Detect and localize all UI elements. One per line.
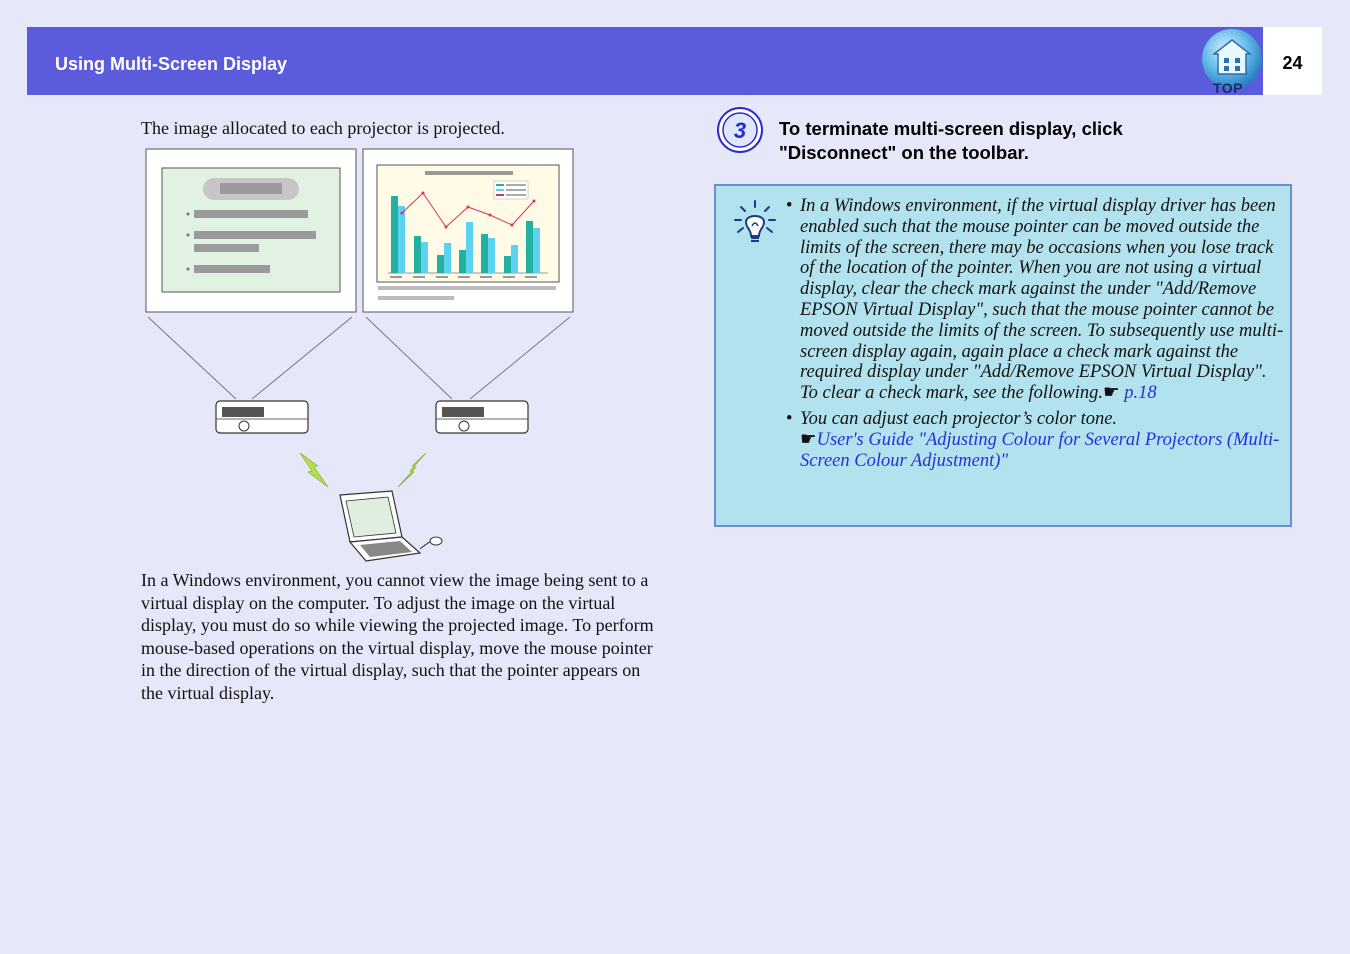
link-p18[interactable]: p.18 bbox=[1124, 383, 1157, 404]
top-label[interactable]: TOP bbox=[1213, 80, 1244, 96]
note-list bbox=[786, 196, 1286, 476]
link-users-guide[interactable]: User's Guide bbox=[816, 429, 914, 450]
projector-left-icon bbox=[216, 401, 308, 433]
step-3-icon bbox=[716, 106, 764, 154]
laptop-icon bbox=[340, 491, 442, 561]
page-header bbox=[27, 27, 1263, 95]
section-title: Using Multi-Screen Display bbox=[55, 54, 288, 74]
projector-right-icon bbox=[436, 401, 528, 433]
page-number: 24 bbox=[1282, 53, 1303, 73]
note-item-color-tone: • You can adjust each projector’s color tone. ☛User's Guide "Adjusting Colour for Several Projectors (Multi-Screen Colour Adjustment)" bbox=[786, 409, 1286, 471]
lightbulb-icon bbox=[732, 198, 778, 246]
note-item-virtual-display: • In a Windows environment, if the virtual display driver has been enabled such that the mouse pointer can be moved outside the limits of the screen, there may be occasions when you lose track of the location of the pointer. When you are not using a virtual display, clear the check mark against the under "Add/Remove EPSON Virtual Display", such that the mouse pointer cannot be moved outside the limits of the screen. To subsequently use multi-screen display again, again place a check mark against the required display under "Add/Remove EPSON Virtual Display". To clear a check mark, see the following.☛ p.18 bbox=[786, 196, 1286, 404]
lead-text: The image allocated to each projector is projected. bbox=[141, 118, 505, 138]
body-paragraph: In a Windows environment, you cannot view the image being sent to a virtual display on the computer. To adjust the image on the virtual display, you must do so while viewing the projected image. To perform mouse-based operations on the virtual display, move the mouse pointer in the direction of the virtual display, such that the pointer appears on the virtual display. bbox=[141, 570, 654, 703]
pointer-icon: ☛ bbox=[1102, 383, 1120, 404]
note-box bbox=[714, 184, 1292, 527]
pointer-icon: ☛ bbox=[800, 429, 817, 450]
step-number: 3 bbox=[733, 118, 747, 143]
step-heading: To terminate multi-screen display, click "Disconnect" on the toolbar. bbox=[779, 118, 1123, 163]
link-adjusting-colour[interactable]: "Adjusting Colour for Several Projectors (Multi-Screen Colour Adjustment)" bbox=[800, 429, 1280, 471]
page-number-box bbox=[1263, 27, 1322, 95]
multi-screen-illustration bbox=[140, 145, 580, 570]
